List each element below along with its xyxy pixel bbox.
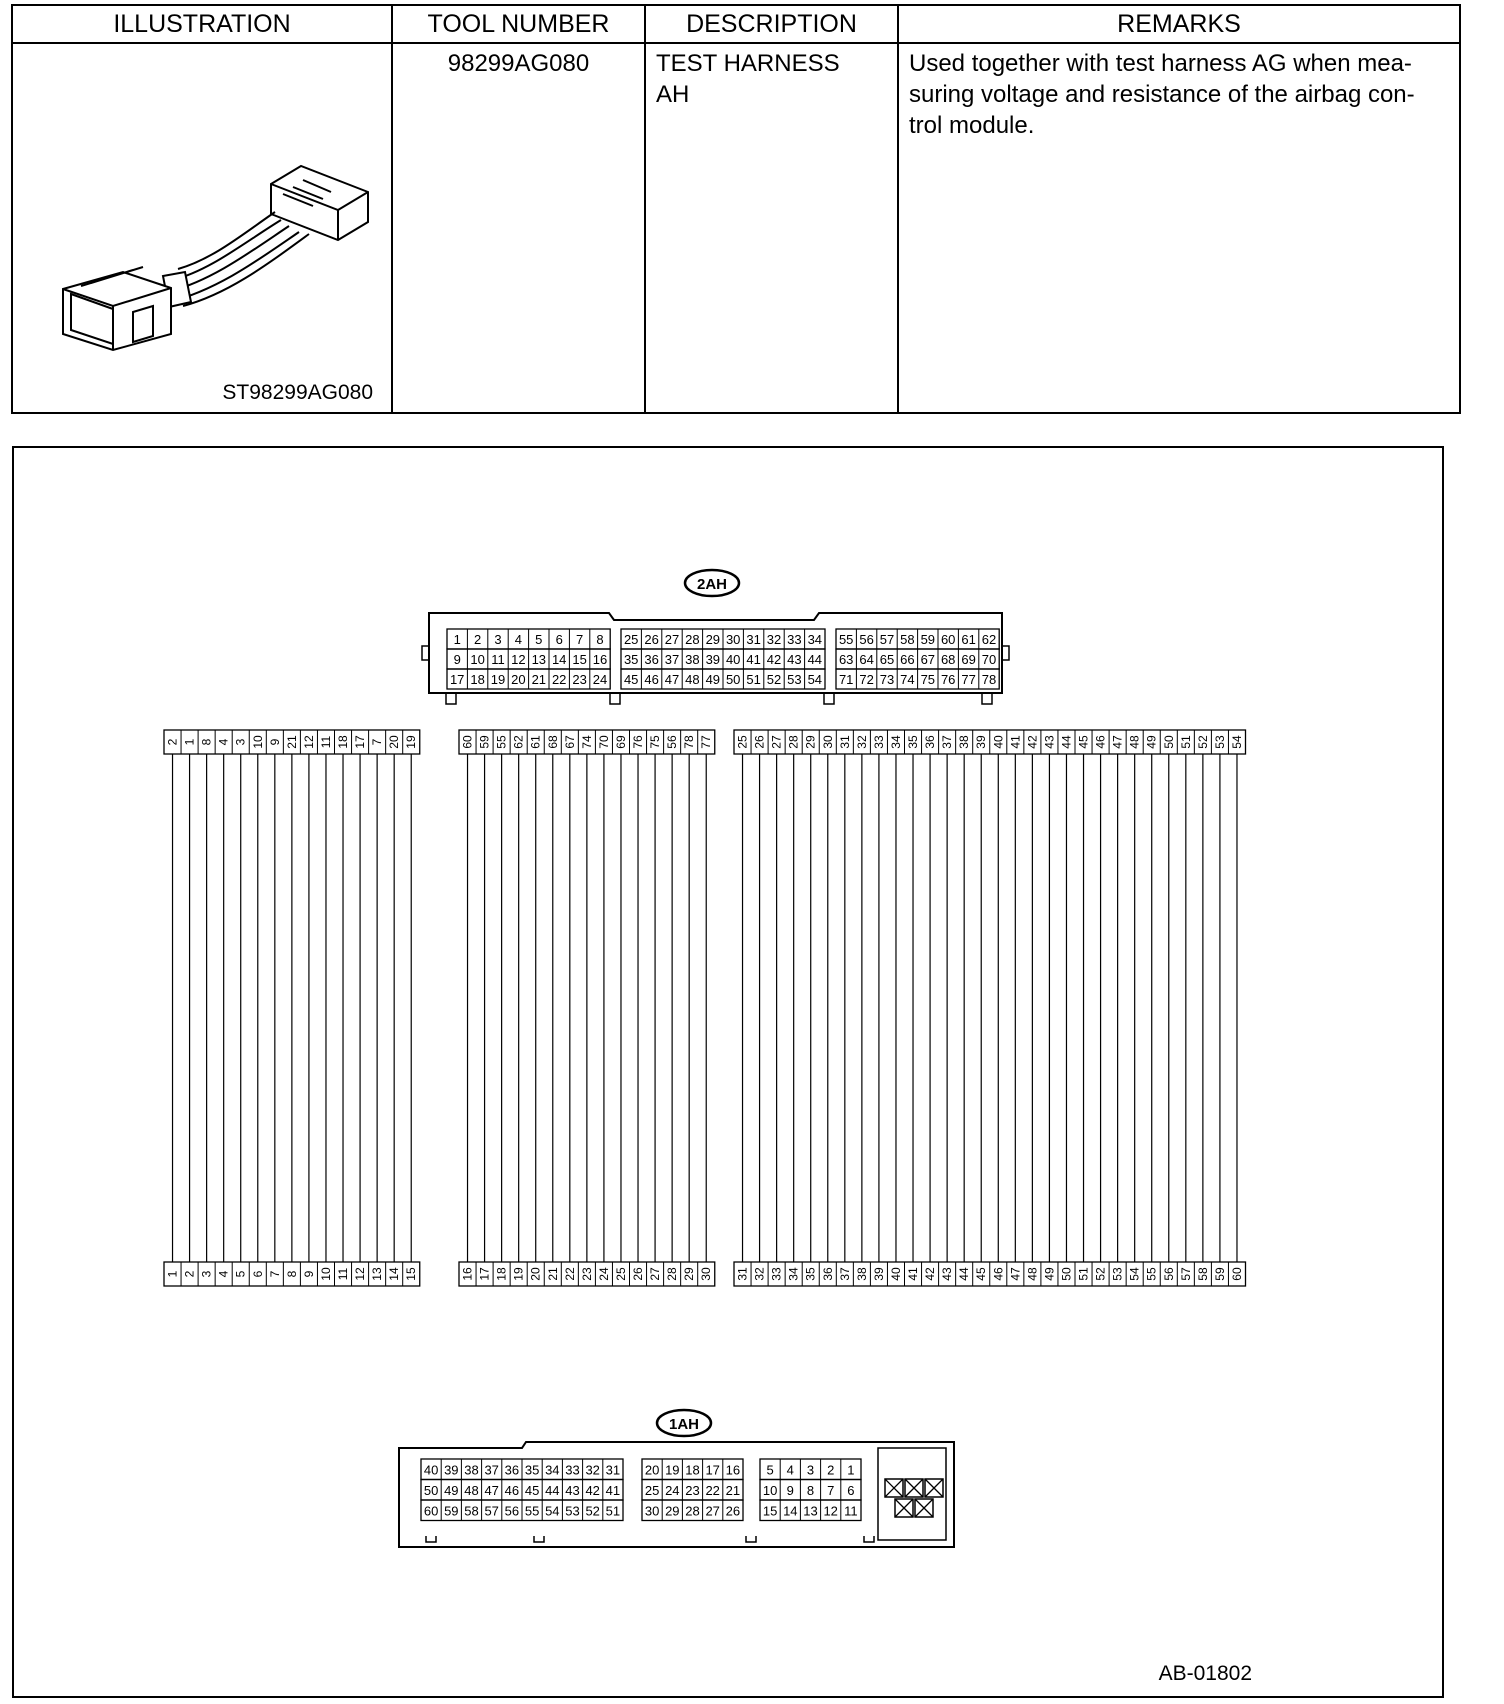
- connector-2ah-foot: [446, 693, 456, 704]
- harness-bottom-terminal-number: 19: [511, 1267, 526, 1281]
- connector-2ah-pin-number: 23: [572, 672, 587, 687]
- pinout-diagram-frame: [12, 446, 1444, 1698]
- header-illustration: ILLUSTRATION: [12, 5, 392, 43]
- connector-2ah-pin-number: 5: [535, 632, 543, 647]
- harness-bottom-terminal-number: 49: [1042, 1267, 1057, 1281]
- blank-pin-cross: [915, 1499, 933, 1517]
- remarks-line: trol module.: [909, 112, 1035, 139]
- tool-table: [11, 4, 1461, 414]
- connector-2ah-pin-number: 29: [705, 632, 721, 647]
- harness-bottom-terminal-number: 50: [1059, 1267, 1074, 1281]
- harness-bottom-terminal-number: 11: [336, 1267, 351, 1281]
- connector-1ah-pin-number: 16: [725, 1462, 741, 1478]
- connector-2ah-pin-number: 31: [746, 632, 761, 647]
- connector-1ah-foot: [534, 1536, 544, 1542]
- connector-1ah-pin-number: 42: [585, 1483, 600, 1498]
- harness-top-terminal-number: 41: [1008, 735, 1023, 749]
- connector-2ah-pin-number: 36: [644, 652, 659, 667]
- harness-top-terminal-number: 8: [199, 738, 214, 746]
- connector-2ah-pin-number: 54: [807, 672, 823, 687]
- connector-1ah-pin-number: 36: [504, 1462, 520, 1478]
- harness-top-terminal-number: 49: [1144, 735, 1159, 749]
- connector-2ah-pin-number: 38: [685, 652, 700, 667]
- harness-bottom-terminal-number: 28: [665, 1267, 680, 1281]
- connector-1ah-pin-number: 39: [444, 1462, 459, 1478]
- connector-2ah-pin-number: 48: [685, 672, 700, 687]
- connector-2ah-pin-number: 11: [491, 652, 505, 667]
- connector-2ah-pin-number: 32: [766, 632, 782, 647]
- header-tool-number: TOOL NUMBER: [392, 5, 645, 43]
- connector-1ah-pin-number: 44: [545, 1483, 560, 1498]
- harness-bottom-terminal-number: 21: [545, 1267, 560, 1281]
- connector-2ah-pin-number: 65: [879, 652, 895, 667]
- connector-2ah-pin-number: 1: [453, 632, 461, 647]
- harness-top-terminal-number: 42: [1025, 735, 1040, 749]
- connector-1ah-pin-number: 3: [806, 1462, 815, 1478]
- connector-1ah-pin-number: 30: [644, 1503, 660, 1519]
- reference-code: AB-01802: [1158, 1662, 1252, 1685]
- connector-1ah-pin-number: 52: [585, 1503, 600, 1519]
- harness-top-terminal-number: 38: [957, 735, 972, 749]
- test-harness-illustration: [13, 44, 393, 414]
- connector-1ah-pin-number: 59: [444, 1503, 459, 1519]
- connector-2ah-pin-number: 78: [981, 672, 997, 687]
- harness-top-terminal-number: 56: [665, 735, 680, 749]
- connector-1ah-pin-number: 45: [524, 1483, 540, 1498]
- harness-top-terminal-number: 48: [1127, 735, 1142, 749]
- harness-top-terminal-number: 50: [1161, 735, 1176, 749]
- connector-2ah-pin-number: 25: [623, 632, 639, 647]
- harness-bottom-terminal-number: 29: [682, 1267, 697, 1281]
- connector-1ah-pin-number: 4: [786, 1462, 794, 1478]
- harness-top-terminal-number: 44: [1059, 735, 1074, 749]
- connector-2ah-pin-number: 41: [746, 652, 761, 667]
- connector-2ah-pin-number: 7: [575, 632, 584, 647]
- connector-2ah-pin-number: 44: [807, 652, 823, 667]
- harness-bottom-terminal-number: 33: [769, 1267, 784, 1281]
- connector-2ah-pin-number: 61: [961, 632, 976, 647]
- connector-2ah-pin-number: 30: [725, 632, 741, 647]
- harness-bottom-terminal-number: 7: [267, 1270, 282, 1278]
- connector-1ah-pin-number: 27: [705, 1503, 720, 1519]
- connector-1ah-pin-number: 50: [423, 1483, 439, 1498]
- connector-2ah-pin-number: 49: [705, 672, 721, 687]
- harness-top-terminal-number: 51: [1178, 735, 1193, 749]
- harness-top-terminal-number: 69: [613, 735, 628, 749]
- connector-2ah-pin-number: 59: [920, 632, 936, 647]
- connector-2ah-pin-number: 2: [473, 632, 482, 647]
- harness-bottom-terminal-number: 13: [370, 1267, 385, 1281]
- connector-1ah-pin-number: 41: [605, 1483, 621, 1498]
- connector-2ah-pin-number: 40: [725, 652, 741, 667]
- blank-pin-cross: [925, 1479, 943, 1497]
- harness-top-terminal-number: 45: [1076, 735, 1091, 749]
- connector-2ah-pin-number: 14: [551, 652, 567, 667]
- connector-1ah-pin-number: 48: [464, 1483, 479, 1498]
- harness-top-terminal-number: 52: [1195, 735, 1210, 749]
- harness-bottom-terminal-number: 31: [735, 1267, 750, 1281]
- connector-1ah-foot: [746, 1536, 756, 1542]
- harness-top-terminal-number: 78: [682, 735, 697, 749]
- connector-1ah-pin-number: 58: [464, 1503, 479, 1519]
- connector-1ah-pin-number: 14: [783, 1503, 798, 1519]
- connector-2ah-pin-number: 12: [511, 652, 526, 667]
- connector-2ah-pin-number: 68: [940, 652, 956, 667]
- connector-1ah-pin-number: 26: [725, 1503, 741, 1519]
- harness-top-terminal-number: 30: [820, 735, 835, 749]
- connector-1ah-pin-number: 23: [685, 1483, 700, 1498]
- connector-1ah-pin-number: 2: [827, 1462, 835, 1478]
- harness-top-terminal-number: 1: [182, 738, 197, 746]
- harness-top-terminal-number: 75: [648, 735, 663, 749]
- remarks-line: Used together with test harness AG when mea-: [909, 50, 1412, 77]
- harness-top-terminal-number: 7: [370, 738, 385, 746]
- harness-top-terminal-number: 2: [165, 738, 180, 746]
- connector-1ah-pin-number: 19: [665, 1462, 680, 1478]
- harness-bottom-terminal-number: 36: [820, 1267, 835, 1281]
- harness-top-terminal-number: 29: [803, 735, 818, 749]
- harness-bottom-terminal-number: 5: [233, 1270, 248, 1278]
- connector-1ah-pin-number: 51: [605, 1503, 621, 1519]
- connector-2ah-pin-number: 21: [531, 672, 547, 687]
- connector-1ah-pin-number: 60: [423, 1503, 439, 1519]
- connector-1ah-pin-number: 47: [484, 1483, 499, 1498]
- harness-top-terminal-number: 77: [699, 735, 714, 749]
- connector-2ah-pin-number: 72: [859, 672, 874, 687]
- connector-label-2ah: 2AH: [696, 576, 728, 593]
- connector-2ah-pin-number: 27: [664, 632, 680, 647]
- harness-bottom-terminal-number: 30: [699, 1267, 714, 1281]
- connector-2ah-pin-number: 73: [879, 672, 895, 687]
- harness-top-terminal-number: 36: [923, 735, 938, 749]
- harness-bottom-terminal-number: 43: [940, 1267, 955, 1281]
- illustration-cell: [12, 43, 392, 413]
- connector-1ah-pin-number: 13: [803, 1503, 818, 1519]
- table-row: [12, 43, 1460, 413]
- description-line: AH: [656, 81, 690, 108]
- connector-2ah-pin-number: 13: [531, 652, 547, 667]
- connector-2ah-pin-number: 53: [787, 672, 802, 687]
- connector-2ah-pin-number: 45: [623, 672, 639, 687]
- connector-2ah-foot: [610, 693, 620, 704]
- connector-2ah-pin-number: 4: [514, 632, 523, 647]
- connector-1ah-pin-number: 31: [605, 1462, 621, 1478]
- remarks-line: suring voltage and resistance of the airbag con-: [909, 81, 1415, 108]
- harness-top-terminal-number: 26: [752, 735, 767, 749]
- harness-bottom-terminal-number: 38: [854, 1267, 869, 1281]
- connector-2ah-pin-number: 56: [859, 632, 874, 647]
- harness-top-terminal-number: 20: [387, 735, 402, 749]
- harness-bottom-terminal-number: 3: [199, 1270, 214, 1278]
- harness-top-terminal-number: 74: [579, 735, 594, 749]
- harness-top-terminal-number: 76: [631, 735, 646, 749]
- harness-top-terminal-number: 37: [940, 735, 955, 749]
- harness-top-terminal-number: 3: [233, 738, 248, 746]
- harness-top-terminal-number: 33: [871, 735, 886, 749]
- connector-1ah-pin-number: 56: [504, 1503, 520, 1519]
- harness-bottom-terminal-number: 56: [1161, 1267, 1176, 1281]
- connector-1ah-foot: [864, 1536, 874, 1542]
- connector-1ah-pin-number: 35: [524, 1462, 540, 1478]
- harness-bottom-terminal-number: 57: [1178, 1267, 1193, 1281]
- connector-2ah-pin-number: 64: [859, 652, 874, 667]
- harness-top-terminal-number: 55: [494, 735, 509, 749]
- table-header-row: [12, 5, 1460, 43]
- harness-bottom-terminal-number: 12: [353, 1267, 368, 1281]
- connector-1ah-foot: [426, 1536, 436, 1542]
- harness-bottom-terminal-number: 42: [923, 1267, 938, 1281]
- connector-2ah-latch: [1002, 646, 1009, 660]
- harness-bottom-terminal-number: 10: [318, 1267, 333, 1281]
- harness-bottom-terminal-number: 40: [888, 1267, 903, 1281]
- connector-2ah-foot: [982, 693, 992, 704]
- header-remarks: REMARKS: [898, 5, 1460, 43]
- connector-1ah-pin-number: 43: [565, 1483, 580, 1498]
- harness-top-terminal-number: 34: [888, 735, 903, 749]
- connector-2ah-pin-number: 15: [572, 652, 587, 667]
- connector-2ah-pin-number: 9: [453, 652, 461, 667]
- connector-2ah-pin-number: 47: [664, 672, 680, 687]
- harness-bottom-terminal-number: 22: [562, 1267, 577, 1281]
- pinout-diagram: [14, 448, 1446, 1700]
- harness-bottom-terminal-number: 54: [1127, 1267, 1142, 1281]
- connector-2ah-pin-number: 55: [838, 632, 854, 647]
- harness-bottom-terminal-number: 47: [1008, 1267, 1023, 1281]
- connector-2ah-pin-number: 22: [551, 672, 567, 687]
- connector-2ah-pin-number: 74: [900, 672, 915, 687]
- harness-bottom-terminal-number: 39: [871, 1267, 886, 1281]
- harness-bottom-terminal-number: 25: [613, 1267, 628, 1281]
- tool-number: 98299AG080: [447, 50, 590, 77]
- harness-top-terminal-number: 70: [596, 735, 611, 749]
- harness-bottom-terminal-number: 53: [1110, 1267, 1125, 1281]
- harness-bottom-terminal-number: 8: [284, 1270, 299, 1278]
- harness-bottom-terminal-number: 55: [1144, 1267, 1159, 1281]
- harness-bottom-terminal-number: 45: [974, 1267, 989, 1281]
- harness-top-terminal-number: 17: [353, 735, 368, 749]
- connector-2ah-pin-number: 75: [920, 672, 936, 687]
- harness-top-terminal-number: 54: [1229, 735, 1244, 749]
- harness-bottom-terminal-number: 34: [786, 1267, 801, 1281]
- connector-2ah-pin-number: 42: [766, 652, 782, 667]
- harness-bottom-terminal-number: 51: [1076, 1267, 1091, 1281]
- harness-bottom-terminal-number: 9: [301, 1270, 316, 1278]
- blank-pin-cross: [905, 1479, 923, 1497]
- connector-1ah-pin-number: 11: [844, 1503, 858, 1519]
- connector-2ah-pin-number: 66: [900, 652, 915, 667]
- connector-1ah-pin-number: 9: [786, 1483, 794, 1498]
- connector-1ah-pin-number: 24: [665, 1483, 680, 1498]
- harness-top-terminal-number: 47: [1110, 735, 1125, 749]
- connector-2ah-pin-number: 20: [511, 672, 526, 687]
- connector-1ah-pin-number: 18: [685, 1462, 700, 1478]
- connector-1ah-pin-number: 38: [464, 1462, 479, 1478]
- harness-bottom-terminal-number: 41: [906, 1267, 921, 1281]
- connector-1ah-pin-number: 49: [444, 1483, 459, 1498]
- harness-top-terminal-number: 32: [854, 735, 869, 749]
- harness-bottom-terminal-number: 46: [991, 1267, 1006, 1281]
- connector-2ah-pin-number: 51: [746, 672, 761, 687]
- harness-top-terminal-number: 12: [301, 735, 316, 749]
- harness-bottom-terminal-number: 32: [752, 1267, 767, 1281]
- connector-1ah-pin-number: 17: [705, 1462, 720, 1478]
- harness-bottom-terminal-number: 23: [579, 1267, 594, 1281]
- connector-2ah-pin-number: 6: [555, 632, 563, 647]
- connector-2ah-pin-number: 8: [596, 632, 604, 647]
- harness-bottom-terminal-number: 2: [182, 1270, 197, 1278]
- blank-pin-cross: [895, 1499, 913, 1517]
- harness-top-terminal-number: 40: [991, 735, 1006, 749]
- harness-top-terminal-number: 9: [267, 738, 282, 746]
- harness-bottom-terminal-number: 1: [165, 1270, 180, 1278]
- connector-2ah-pin-number: 62: [981, 632, 997, 647]
- tool-number-cell: [392, 43, 645, 413]
- harness-bottom-terminal-number: 48: [1025, 1267, 1040, 1281]
- harness-bottom-terminal-number: 52: [1093, 1267, 1108, 1281]
- connector-2ah-pin-number: 28: [685, 632, 700, 647]
- connector-label-1ah: 1AH: [668, 1416, 700, 1433]
- connector-2ah-pin-number: 71: [838, 672, 854, 687]
- harness-top-terminal-number: 53: [1212, 735, 1227, 749]
- harness-top-terminal-number: 27: [769, 735, 784, 749]
- harness-top-terminal-number: 4: [216, 738, 231, 746]
- connector-1ah-pin-number: 12: [823, 1503, 838, 1519]
- connector-1ah-pin-number: 40: [423, 1462, 439, 1478]
- harness-bottom-terminal-number: 16: [460, 1267, 475, 1281]
- connector-2ah-pin-number: 19: [490, 672, 506, 687]
- harness-top-terminal-number: 31: [837, 735, 852, 749]
- harness-bottom-terminal-number: 60: [1229, 1267, 1244, 1281]
- harness-bottom-terminal-number: 58: [1195, 1267, 1210, 1281]
- connector-1ah-pin-number: 29: [665, 1503, 680, 1519]
- connector-2ah-pin-number: 26: [644, 632, 659, 647]
- connector-2ah-pin-number: 77: [961, 672, 976, 687]
- connector-1ah-pin-number: 46: [504, 1483, 520, 1498]
- connector-1ah-pin-number: 10: [762, 1483, 778, 1498]
- connector-1ah-pin-number: 15: [762, 1503, 778, 1519]
- description-line: TEST HARNESS: [656, 50, 840, 77]
- connector-2ah-pin-number: 18: [470, 672, 485, 687]
- harness-top-terminal-number: 68: [545, 735, 560, 749]
- connector-1ah-pin-number: 53: [565, 1503, 580, 1519]
- harness-bottom-terminal-number: 59: [1212, 1267, 1227, 1281]
- connector-2ah-pin-number: 3: [494, 632, 502, 647]
- connector-1ah-pin-number: 6: [847, 1483, 855, 1498]
- harness-bottom-terminal-number: 18: [494, 1267, 509, 1281]
- connector-2ah-pin-number: 57: [879, 632, 895, 647]
- harness-bottom-terminal-number: 26: [631, 1267, 646, 1281]
- connector-1ah-pin-number: 37: [484, 1462, 499, 1478]
- remarks-cell: [898, 43, 1460, 413]
- harness-top-terminal-number: 46: [1093, 735, 1108, 749]
- connector-2ah-pin-number: 16: [592, 652, 608, 667]
- harness-top-terminal-number: 28: [786, 735, 801, 749]
- connector-2ah-pin-number: 10: [470, 652, 485, 667]
- connector-1ah-pin-number: 5: [766, 1462, 774, 1478]
- connector-2ah-pin-number: 67: [920, 652, 936, 667]
- harness-top-terminal-number: 21: [284, 735, 299, 749]
- harness-top-terminal-number: 61: [528, 735, 543, 749]
- harness-bottom-terminal-number: 14: [387, 1267, 402, 1281]
- connector-2ah-pin-number: 39: [705, 652, 721, 667]
- connector-1ah-pin-number: 1: [847, 1462, 855, 1478]
- connector-1ah-pin-number: 20: [644, 1462, 660, 1478]
- harness-bottom-terminal-number: 37: [837, 1267, 852, 1281]
- harness-bottom-terminal-number: 24: [596, 1267, 611, 1281]
- harness-top-terminal-number: 60: [460, 735, 475, 749]
- harness-top-terminal-number: 35: [906, 735, 921, 749]
- connector-2ah-pin-number: 69: [961, 652, 976, 667]
- harness-top-terminal-number: 62: [511, 735, 526, 749]
- harness-bottom-terminal-number: 15: [404, 1267, 419, 1281]
- harness-top-terminal-number: 59: [477, 735, 492, 749]
- harness-top-terminal-number: 18: [336, 735, 351, 749]
- connector-2ah-pin-number: 43: [787, 652, 802, 667]
- connector-2ah-latch: [422, 646, 429, 660]
- connector-2ah-pin-number: 35: [623, 652, 639, 667]
- connector-2ah-pin-number: 46: [644, 672, 659, 687]
- connector-1ah-pin-number: 55: [524, 1503, 540, 1519]
- harness-top-terminal-number: 43: [1042, 735, 1057, 749]
- harness-bottom-terminal-number: 35: [803, 1267, 818, 1281]
- harness-bottom-terminal-number: 4: [216, 1270, 231, 1278]
- connector-1ah-pin-number: 32: [585, 1462, 600, 1478]
- harness-top-terminal-number: 10: [250, 735, 265, 749]
- harness-top-terminal-number: 25: [735, 735, 750, 749]
- connector-2ah-pin-number: 63: [838, 652, 854, 667]
- connector-2ah-pin-number: 52: [766, 672, 782, 687]
- harness-top-terminal-number: 19: [404, 735, 419, 749]
- connector-1ah-pin-number: 57: [484, 1503, 499, 1519]
- illustration-code: ST98299AG080: [222, 381, 373, 404]
- connector-2ah-pin-number: 17: [449, 672, 465, 687]
- blank-pin-cross: [885, 1479, 903, 1497]
- connector-1ah-pin-number: 8: [806, 1483, 815, 1498]
- harness-bottom-terminal-number: 17: [477, 1267, 492, 1281]
- harness-top-terminal-number: 67: [562, 735, 577, 749]
- harness-top-terminal-number: 11: [318, 735, 333, 749]
- connector-1ah-pin-number: 7: [827, 1483, 835, 1498]
- connector-1ah-pin-number: 28: [685, 1503, 700, 1519]
- harness-bottom-terminal-number: 27: [648, 1267, 663, 1281]
- connector-2ah-pin-number: 70: [981, 652, 997, 667]
- connector-2ah-pin-number: 76: [940, 672, 956, 687]
- harness-bottom-terminal-number: 44: [957, 1267, 972, 1281]
- connector-1ah-pin-number: 33: [565, 1462, 580, 1478]
- harness-bottom-terminal-number: 20: [528, 1267, 543, 1281]
- connector-2ah-pin-number: 33: [787, 632, 802, 647]
- connector-1ah-pin-number: 22: [705, 1483, 720, 1498]
- connector-2ah-pin-number: 24: [592, 672, 608, 687]
- harness-bottom-terminal-number: 6: [250, 1270, 265, 1278]
- connector-2ah-pin-number: 50: [725, 672, 741, 687]
- connector-2ah-pin-number: 60: [940, 632, 956, 647]
- connector-1ah-pin-number: 25: [644, 1483, 660, 1498]
- connector-2ah-pin-number: 34: [807, 632, 823, 647]
- harness-top-terminal-number: 39: [974, 735, 989, 749]
- connector-1ah-pin-number: 54: [545, 1503, 560, 1519]
- connector-1ah-pin-number: 21: [725, 1483, 741, 1498]
- header-description: DESCRIPTION: [645, 5, 898, 43]
- description-cell: [645, 43, 898, 413]
- connector-1ah-pin-number: 34: [545, 1462, 560, 1478]
- connector-2ah-pin-number: 37: [664, 652, 680, 667]
- connector-2ah-pin-number: 58: [900, 632, 915, 647]
- connector-2ah-foot: [824, 693, 834, 704]
